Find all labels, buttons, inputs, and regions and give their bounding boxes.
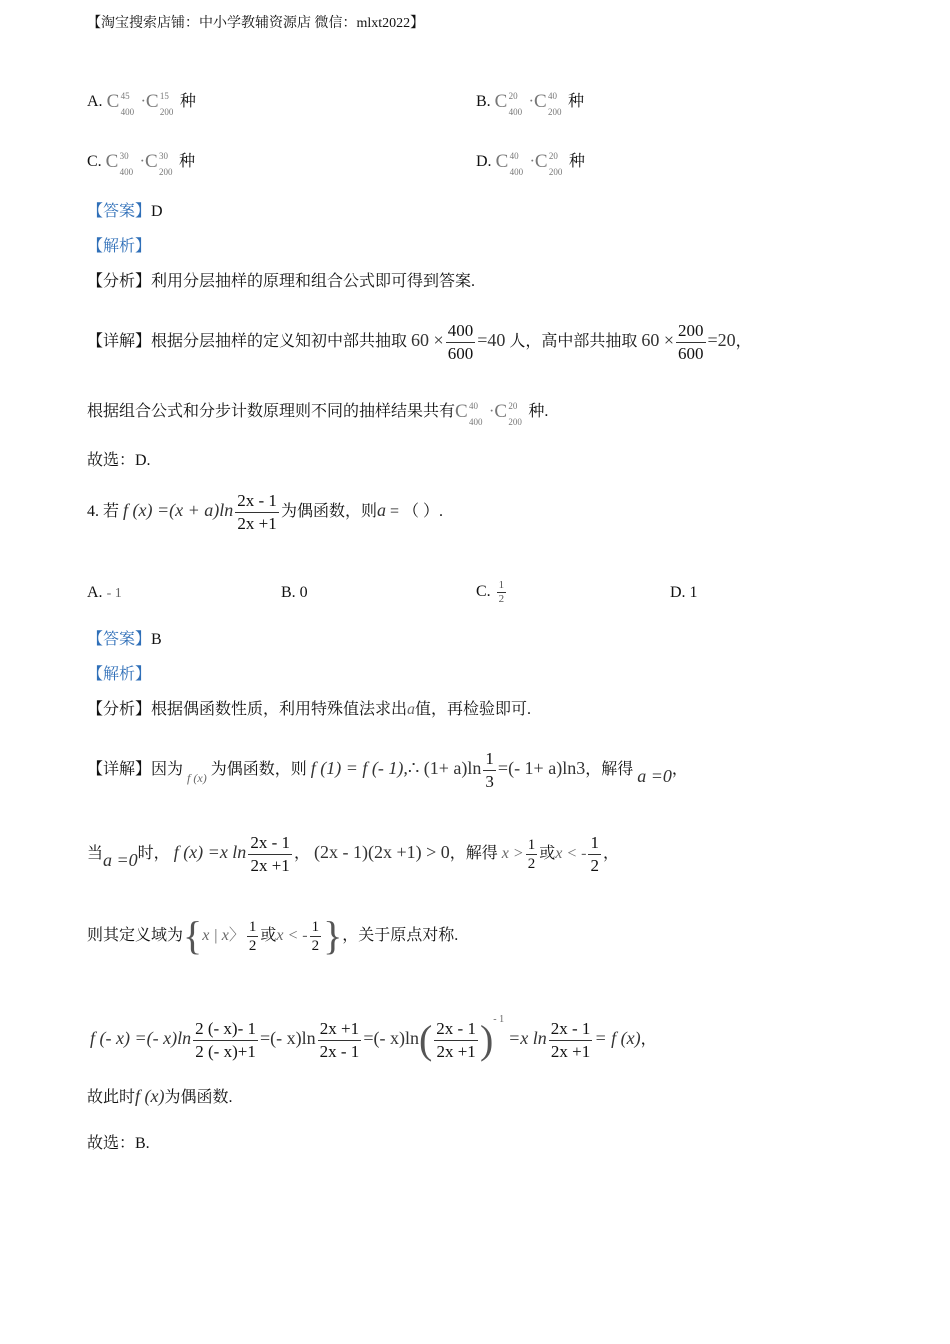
q4-option-a: A. - 1 — [87, 584, 122, 601]
combination: C 30 400 — [105, 151, 134, 178]
fraction: $\frac{1}{3}$ — [485, 748, 494, 791]
combination: C 15 200 — [145, 91, 174, 118]
fraction: $\frac{200}{600}$ — [678, 320, 704, 363]
option-d: D. C 40 400 · C 20 200 种 — [476, 151, 585, 178]
combination: C 20 200 — [494, 401, 522, 428]
option-c: C. C 30 400 · C 30 200 种 — [87, 151, 196, 178]
detail-line: 【详解】根据分层抽样的定义知初中部共抽取 60 × $\frac{400}{600}$ =40 人，高中部共抽取 60 × $\frac{200}{600}$ =20， — [87, 320, 752, 363]
q4-when-line: 当a =0时， f (x) =x ln $\frac{2x - 1}{2x +1}$ ， (2x - 1)(2x +1) > 0，解得 x > $\frac{1}{2}$ 或x < - $\frac{1}{2}$ ， — [87, 832, 619, 875]
option-b: B. C 20 400 · C 40 200 种 — [476, 91, 585, 118]
q4-fenxi-line: 【分析】根据偶函数性质，利用特殊值法求出a值，再检验即可. — [87, 701, 532, 718]
fenxi-line: 【分析】利用分层抽样的原理和组合公式即可得到答案. — [87, 273, 476, 290]
combination: C 20 400 — [494, 91, 523, 118]
fraction: $\frac{1}{2}$ — [498, 578, 505, 605]
fraction: $\frac{2x - 1}{2x +1}$ — [550, 1018, 591, 1061]
q4-option-b: B. 0 — [281, 584, 308, 601]
fraction: $\frac{1}{2}$ — [248, 918, 257, 954]
combination: C 20 200 — [534, 151, 563, 178]
q4-conclusion: 故此时f (x)为偶函数. — [87, 1086, 233, 1106]
fraction: $\frac{400}{600}$ — [447, 320, 474, 363]
combination: C 30 200 — [145, 151, 173, 178]
fraction: $\frac{2x - 1}{2x +1}$ — [436, 1018, 476, 1061]
option-label: D. — [476, 153, 492, 170]
q4-detail-line: 【详解】因为 $_{f (x)}$ 为偶函数，则 f (1) = f (- 1),∴ (1+ a)ln $\frac{1}{3}$ =(- 1+ a)ln3，解得 a =0， — [87, 748, 688, 791]
q4-analysis-tag: 【解析】 — [87, 666, 152, 683]
page-header: 【淘宝搜索店铺：中小学教辅资源店 微信：mlxt2022】 — [87, 16, 425, 31]
fraction: $\frac{2x - 1}{2x +1}$ — [237, 490, 277, 533]
q4-choose-line: 故选：B. — [87, 1135, 150, 1152]
answer-tag: 【答案】 — [87, 203, 152, 220]
option-label: C. — [87, 153, 102, 170]
fraction: $\frac{1}{2}$ — [527, 836, 536, 872]
choose-line: 故选：D. — [87, 452, 151, 469]
fraction: $\frac{1}{2}$ — [590, 832, 599, 875]
fraction: $\frac{2 (- x)- 1}{2 (- x)+1}$ — [195, 1018, 256, 1061]
q4-option-c: C. $\frac{1}{2}$ — [476, 578, 505, 605]
fraction: $\frac{1}{2}$ — [311, 918, 320, 954]
q4-chain-line: f (- x) =(- x)ln $\frac{2 (- x)- 1}{2 (- x)+1}$ =(- x)ln $\frac{2x +1}{2x - 1}$ =(- x)ln( $\frac{2x - 1}{2x +1}$ )$^{- 1}$ =x ln $\frac{2x - 1}{2x +1}$ = f (x)， — [90, 1014, 657, 1063]
combination: C 40 400 — [455, 401, 483, 428]
option-a: A. C 45 400 · C 15 200 种 — [87, 91, 196, 118]
answer-line — [87, 202, 163, 222]
combination: C 40 200 — [534, 91, 562, 118]
fraction: $\frac{2x - 1}{2x +1}$ — [250, 832, 290, 875]
combination: C 45 400 — [106, 91, 135, 118]
fraction: $\frac{2x +1}{2x - 1}$ — [319, 1018, 360, 1061]
q4-stem: 4. 若 f (x) =(x + a)ln $\frac{2x - 1}{2x +1}$ 为偶函数，则a = （ ）. — [87, 490, 443, 533]
combination: C 40 400 — [495, 151, 524, 178]
answer-value: D — [151, 203, 163, 220]
q4-option-d: D. 1 — [670, 584, 698, 601]
option-label: B. — [476, 93, 491, 110]
q4-domain-line: 则其定义域为{x | x〉 $\frac{1}{2}$ 或x < - $\frac{1}{2}$ }，关于原点对称. — [87, 913, 459, 959]
q4-answer-line: 【答案】B — [87, 631, 162, 648]
comb-line: 根据组合公式和分步计数原理则不同的抽样结果共有 C 40 400 · C 20 200 种. — [87, 401, 549, 428]
option-label: A. — [87, 93, 103, 110]
analysis-tag: 【解析】 — [87, 238, 152, 255]
